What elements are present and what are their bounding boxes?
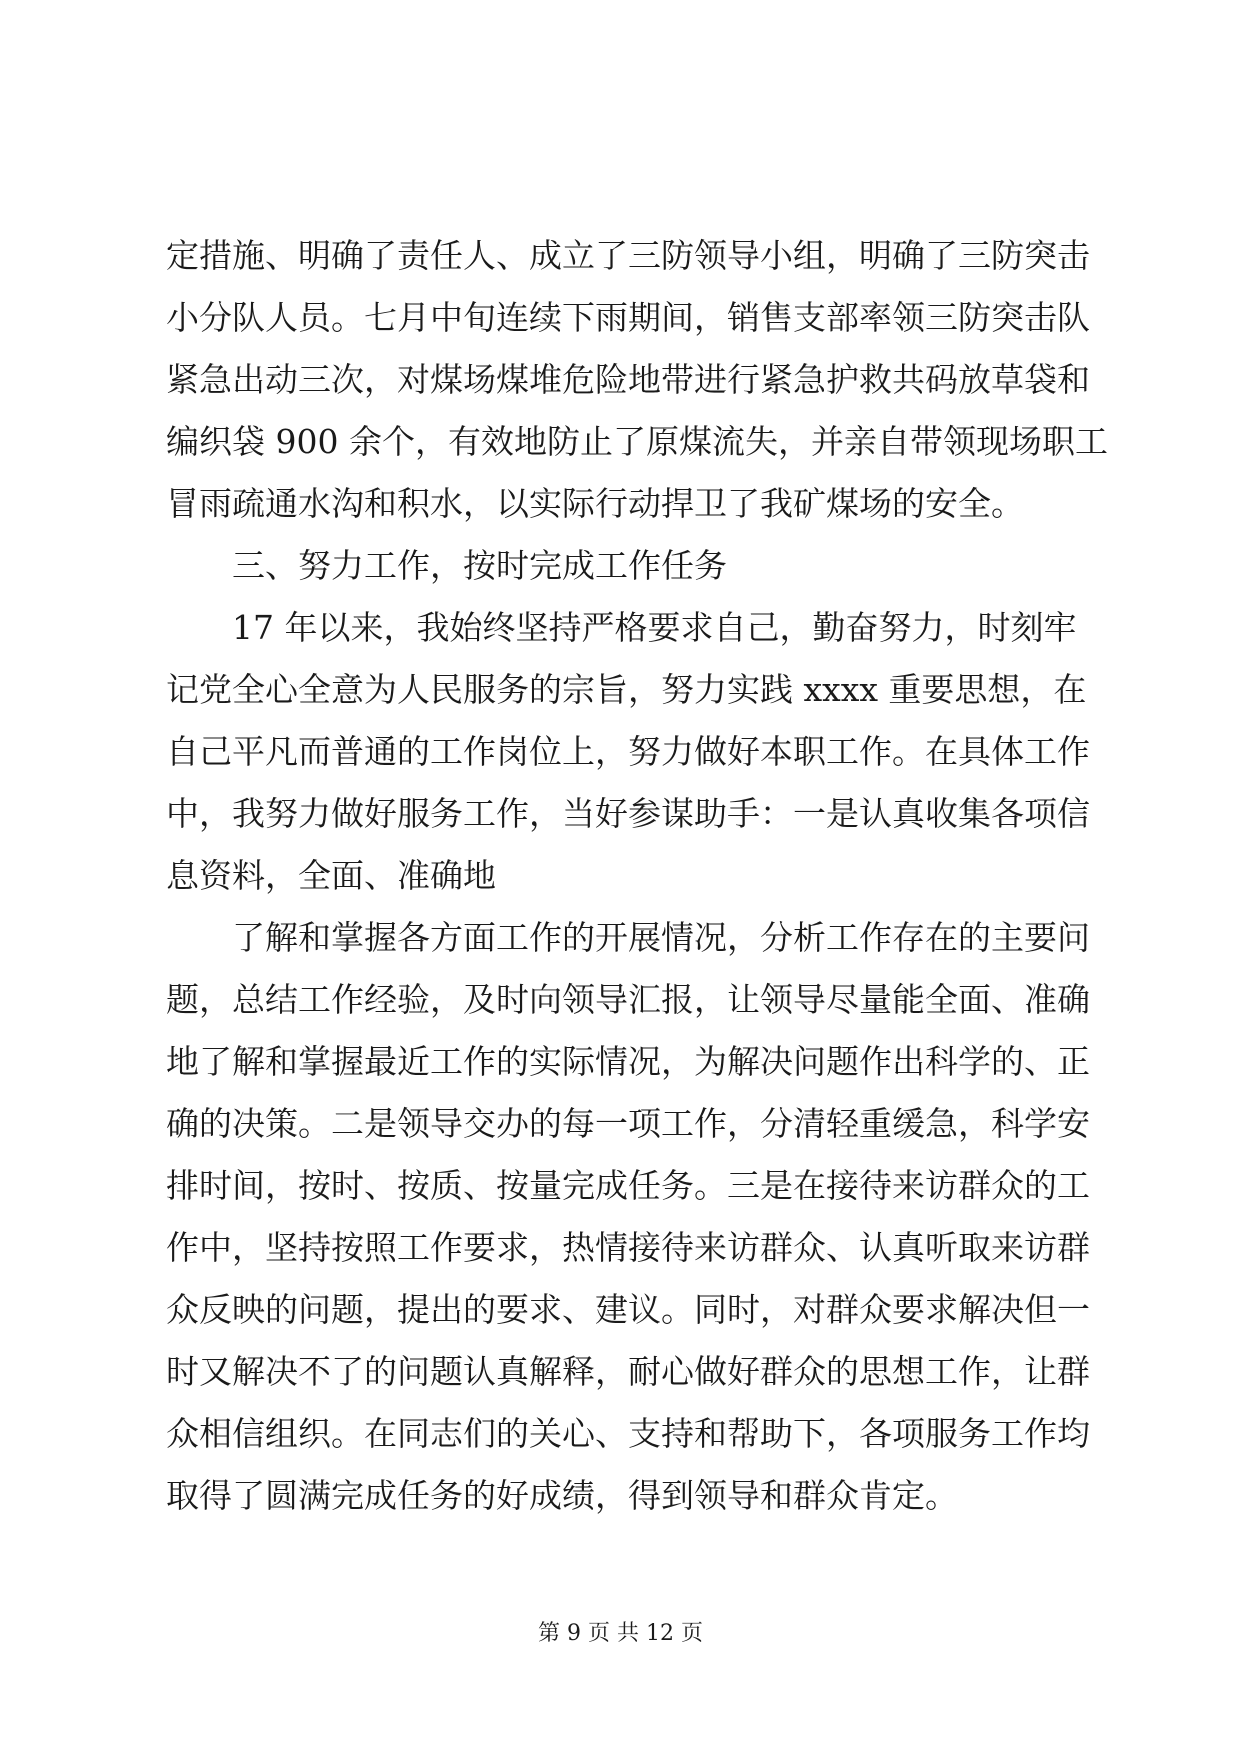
text-line: 题，总结工作经验，及时向领导汇报，让领导尽量能全面、准确	[166, 980, 1090, 1019]
text-line: 地了解和掌握最近工作的实际情况，为解决问题作出科学的、正	[166, 1042, 1090, 1081]
text-line: 作中，坚持按照工作要求，热情接待来访群众、认真听取来访群	[166, 1228, 1090, 1267]
text-line: 众相信组织。在同志们的关心、支持和帮助下，各项服务工作均	[166, 1414, 1090, 1453]
text-line: 编织袋 900 余个，有效地防止了原煤流失，并亲自带领现场职工	[166, 422, 1108, 461]
text-line: 紧急出动三次，对煤场煤堆危险地带进行紧急护救共码放草袋和	[166, 360, 1090, 399]
text-line: 小分队人员。七月中旬连续下雨期间，销售支部率领三防突击队	[166, 298, 1090, 337]
text-line: 三、努力工作，按时完成工作任务	[232, 546, 727, 585]
text-line: 取得了圆满完成任务的好成绩，得到领导和群众肯定。	[166, 1476, 958, 1515]
text-line: 了解和掌握各方面工作的开展情况，分析工作存在的主要问	[232, 918, 1090, 957]
text-line: 确的决策。二是领导交办的每一项工作，分清轻重缓急，科学安	[166, 1104, 1090, 1143]
text-line: 众反映的问题，提出的要求、建议。同时，对群众要求解决但一	[166, 1290, 1090, 1329]
body-text	[166, 225, 1108, 1527]
text-line: 定措施、明确了责任人、成立了三防领导小组，明确了三防突击	[166, 236, 1090, 275]
text-line: 中，我努力做好服务工作，当好参谋助手：一是认真收集各项信	[166, 794, 1090, 833]
text-line: 冒雨疏通水沟和积水，以实际行动捍卫了我矿煤场的安全。	[166, 484, 1024, 523]
text-line: 排时间，按时、按质、按量完成任务。三是在接待来访群众的工	[166, 1166, 1090, 1205]
text-line: 息资料，全面、准确地	[166, 856, 496, 895]
text-line: 时又解决不了的问题认真解释，耐心做好群众的思想工作，让群	[166, 1352, 1090, 1391]
text-line: 自己平凡而普通的工作岗位上，努力做好本职工作。在具体工作	[166, 732, 1090, 771]
page-footer: 第 9 页 共 12 页	[538, 1621, 703, 1646]
text-line: 记党全心全意为人民服务的宗旨，努力实践 xxxx 重要思想，在	[166, 670, 1087, 709]
text-line: 17 年以来，我始终坚持严格要求自己，勤奋努力，时刻牢	[232, 608, 1077, 647]
